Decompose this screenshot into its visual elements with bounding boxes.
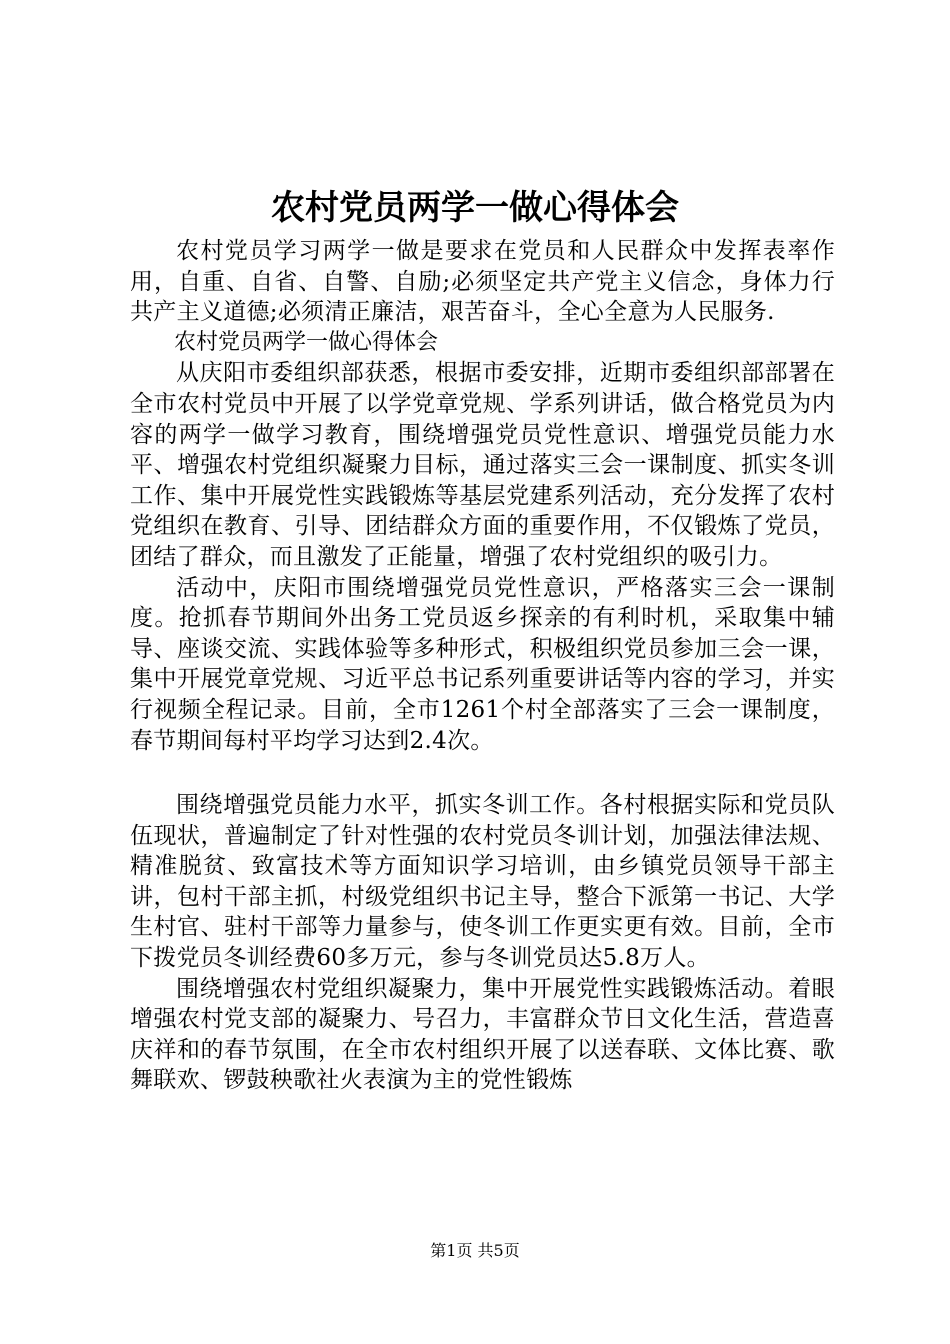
body-paragraph-4: 围绕增强农村党组织凝聚力，集中开展党性实践锻炼活动。着眼增强农村党支部的凝聚力、号召力，丰富群众节日文化生活，营造喜庆祥和的春节氛围，在全市农村组织开展了以送春联、文体比赛、歌舞联欢、锣鼓秧歌社火表演为主的党性锻炼 xyxy=(130,975,835,1094)
body-paragraph-1: 从庆阳市委组织部获悉，根据市委安排，近期市委组织部部署在全市农村党员中开展了以学党章党规、学系列讲话，做合格党员为内容的两学一做学习教育，围绕增强党员党性意识、增强党员能力水平、增强农村党组织凝聚力目标，通过落实三会一课制度、抓实冬训工作、集中开展党性实践锻炼等基层党建系列活动，充分发挥了农村党组织在教育、引导、团结群众方面的重要作用，不仅锻炼了党员，团结了群众，而且激发了正能量，增强了农村党组织的吸引力。 xyxy=(130,360,835,570)
document-title: 农村党员两学一做心得体会 xyxy=(271,188,679,228)
body-paragraph-2: 活动中，庆阳市围绕增强党员党性意识，严格落实三会一课制度。抢抓春节期间外出务工党员返乡探亲的有利时机，采取集中辅导、座谈交流、实践体验等多种形式，积极组织党员参加三会一课，集中开展党章党规、习近平总书记系列重要讲话等内容的学习，并实行视频全程记录。目前，全市1261个村全部落实了三会一课制度，春节期间每村平均学习达到2.4次。 xyxy=(130,574,835,754)
section-subheading: 农村党员两学一做心得体会 xyxy=(174,329,439,355)
intro-paragraph: 农村党员学习两学一做是要求在党员和人民群众中发挥表率作用，自重、自省、自警、自励;必须坚定共产党主义信念，身体力行共产主义道德;必须清正廉洁，艰苦奋斗，全心全意为人民服务. xyxy=(130,238,835,326)
document-body xyxy=(130,236,835,1096)
page-footer: 第1页 共5页 xyxy=(430,1241,520,1260)
paragraph-spacer xyxy=(130,756,835,790)
body-paragraph-3: 围绕增强党员能力水平，抓实冬训工作。各村根据实际和党员队伍现状，普遍制定了针对性强的农村党员冬训计划，加强法律法规、精准脱贫、致富技术等方面知识学习培训，由乡镇党员领导干部主讲，包村干部主抓，村级党组织书记主导，整合下派第一书记、大学生村官、驻村干部等力量参与，使冬训工作更实更有效。目前，全市下拨党员冬训经费60多万元，参与冬训党员达5.8万人。 xyxy=(130,792,835,972)
